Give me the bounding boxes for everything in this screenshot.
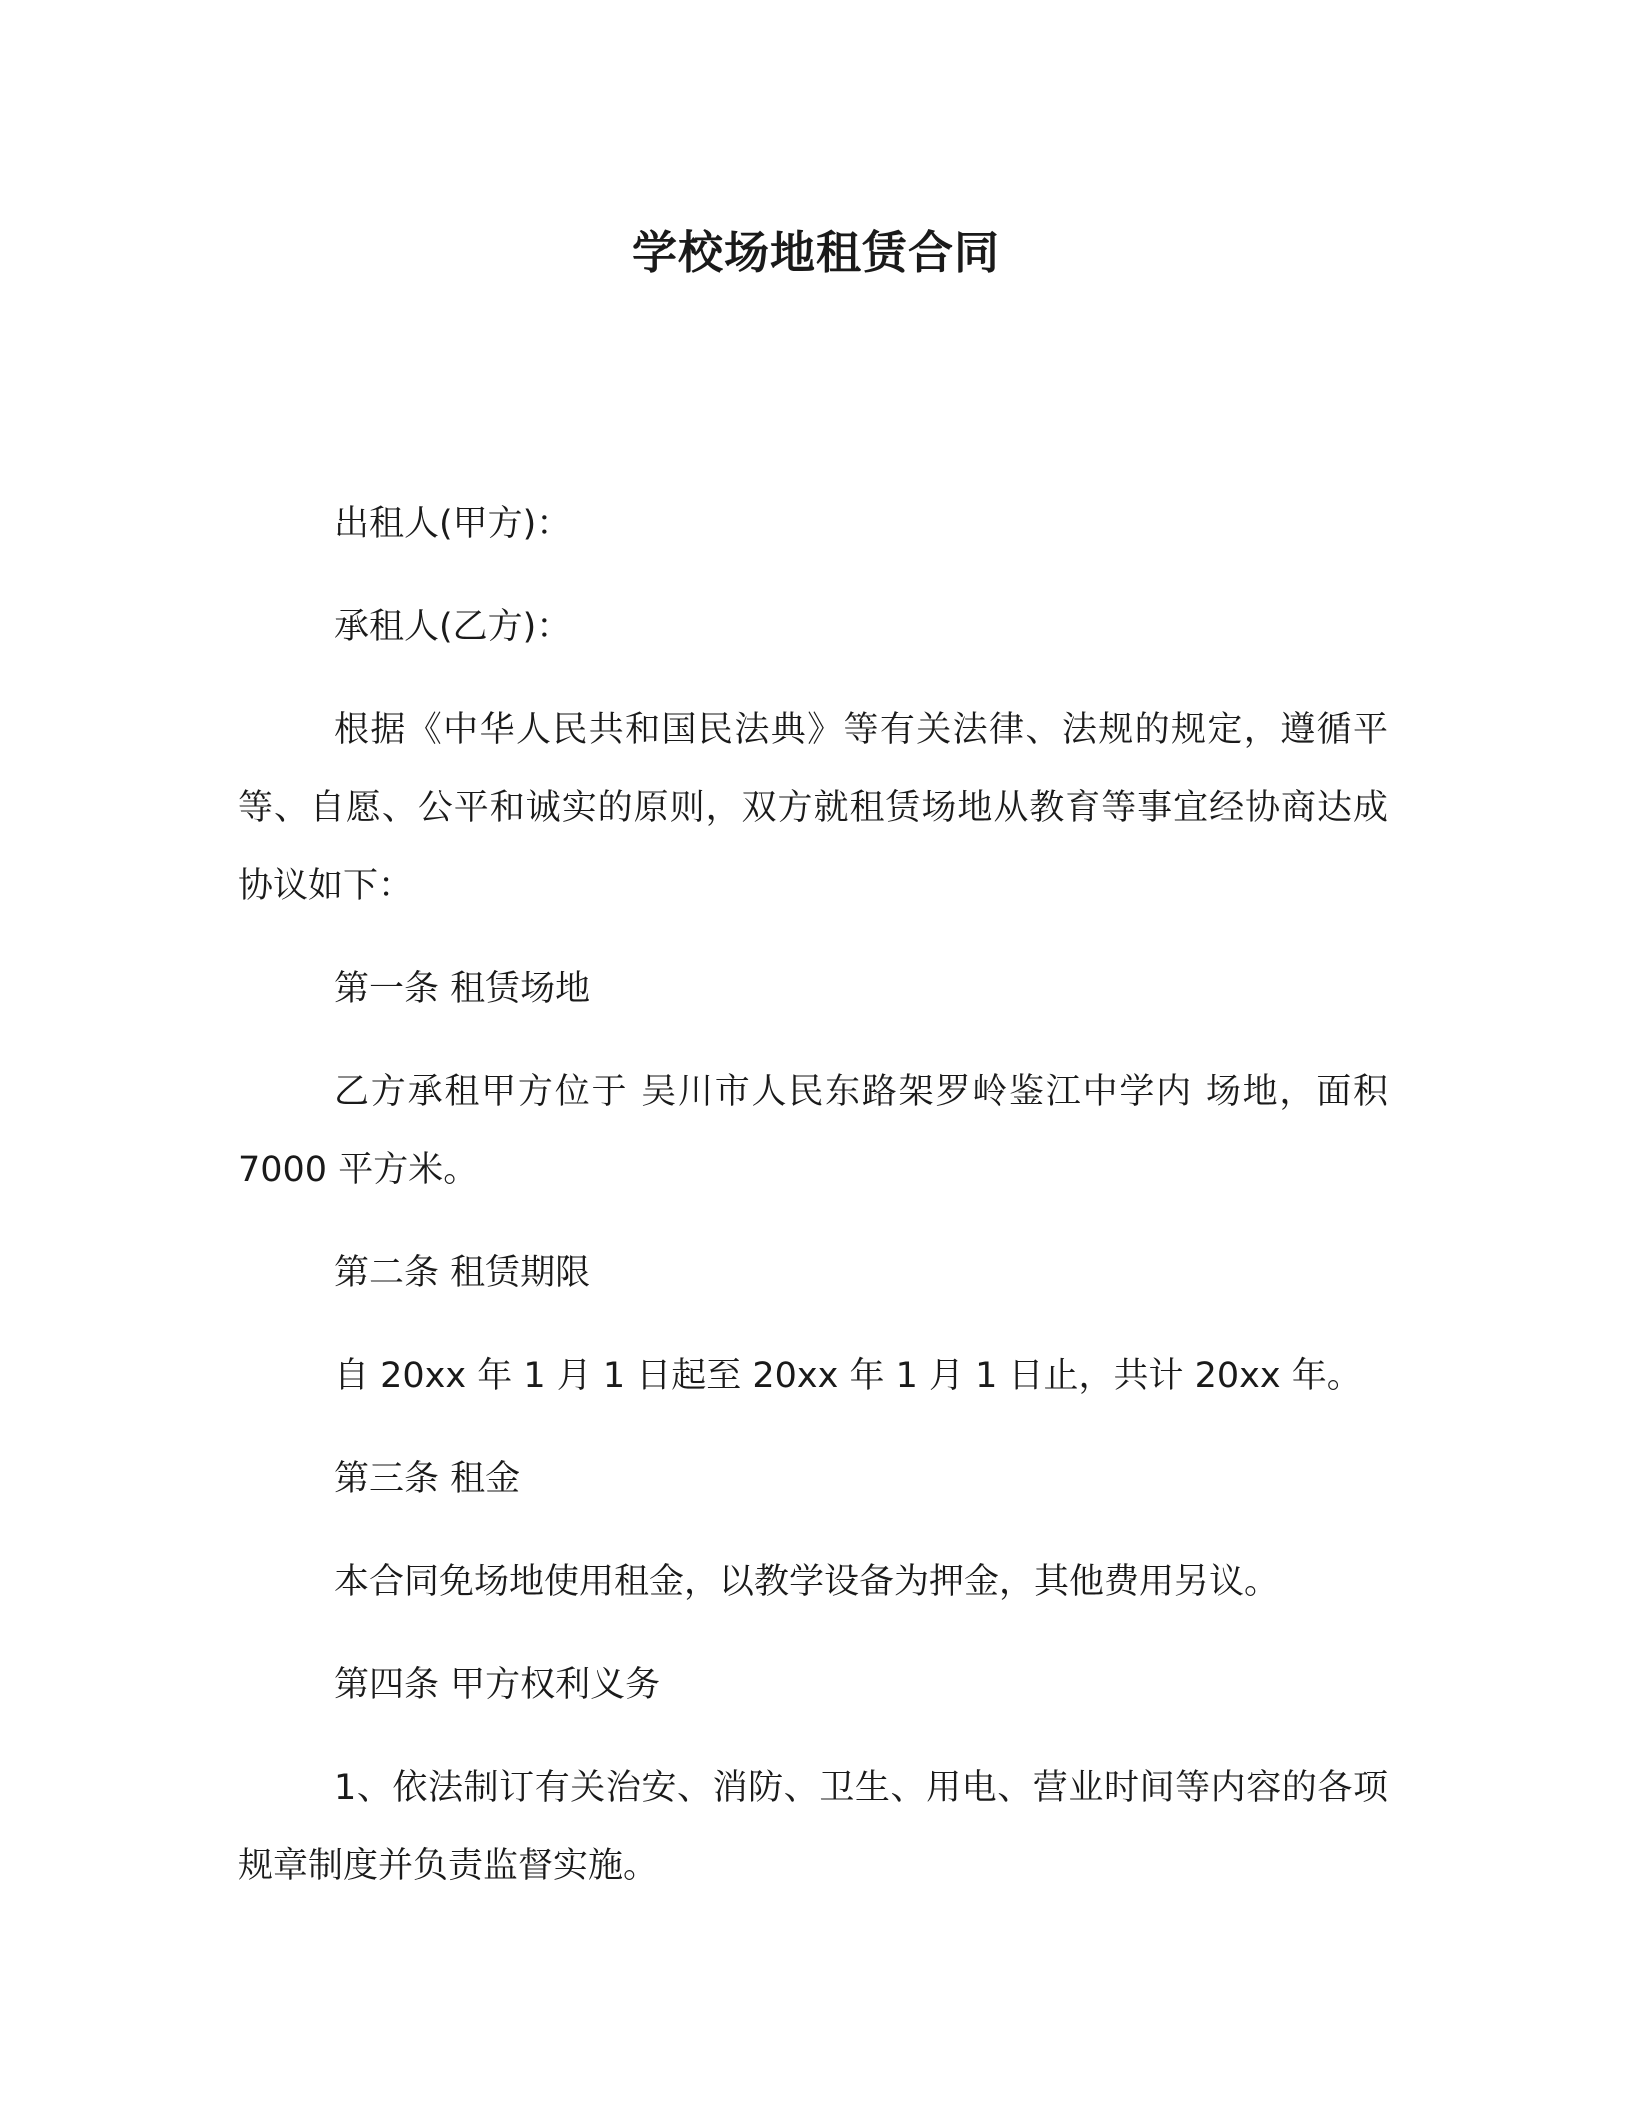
article-2-text: 自 20xx 年 1 月 1 日起至 20xx 年 1 月 1 日止，共计 20xx 年。	[334, 1356, 1362, 1396]
lessee-line: 承租人(乙方)：	[334, 607, 572, 647]
document-body	[238, 485, 1388, 1930]
document-title: 学校场地租赁合同	[631, 226, 1000, 279]
preamble-paragraph: 根据《中华人民共和国民法典》等有关法律、法规的规定，遵循平等、自愿、公平和诚实的原则，双方就租赁场地从教育等事宜经协商达成协议如下：	[238, 710, 1388, 906]
article-3-text: 本合同免场地使用租金，以教学设备为押金，其他费用另议。	[334, 1562, 1280, 1602]
article-4-item-1: 1、依法制订有关治安、消防、卫生、用电、营业时间等内容的各项规章制度并负责监督实施。	[238, 1768, 1388, 1886]
article-1-text: 乙方承租甲方位于 吴川市人民东路架罗岭鉴江中学内 场地，面积 7000 平方米。	[238, 1072, 1388, 1190]
article-1-heading: 第一条 租赁场地	[334, 969, 591, 1009]
article-4-heading: 第四条 甲方权利义务	[334, 1665, 661, 1705]
article-2-heading: 第二条 租赁期限	[334, 1253, 591, 1293]
article-3-heading: 第三条 租金	[334, 1459, 521, 1499]
lessor-line: 出租人(甲方)：	[334, 504, 572, 544]
